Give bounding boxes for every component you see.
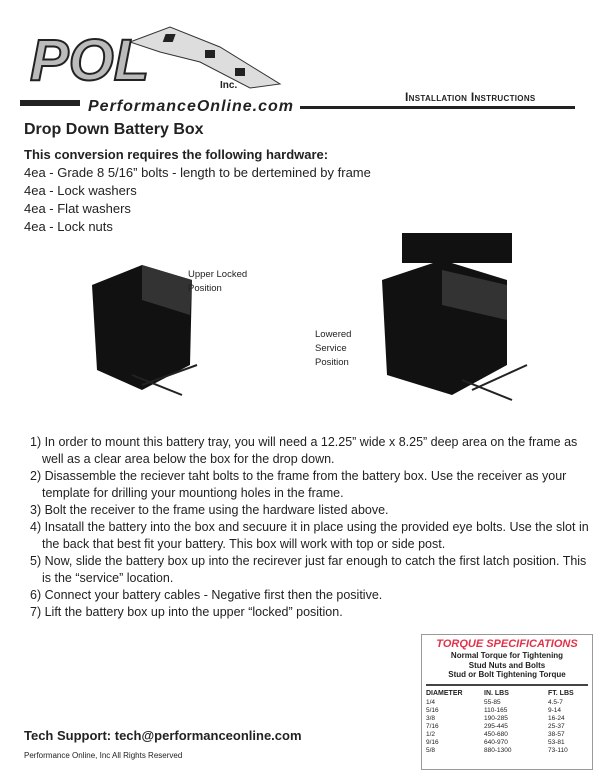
torque-subtitle: Stud or Bolt Tightening Torque xyxy=(448,670,566,679)
lowered-position-label: Lowered Service Position xyxy=(315,329,352,368)
torque-subtitle: Stud Nuts and Bolts xyxy=(468,660,546,670)
table-cell: 55-85 xyxy=(484,698,501,706)
step: 6) Connect your battery cables - Negative first then the positive. xyxy=(30,588,383,602)
table-cell: 3/8 xyxy=(426,714,436,722)
table-row xyxy=(426,715,590,723)
page-title: Drop Down Battery Box xyxy=(24,121,204,138)
table-cell: 110-165 xyxy=(484,706,508,714)
step: 2) Disassemble the reciever taht bolts to the frame from the battery box. Use the receiver as your template for drilling your mountiong holes in the frame. xyxy=(30,469,567,500)
section-label: Installation Instructions xyxy=(405,90,536,104)
column-header: FT. LBS xyxy=(548,689,574,697)
table-cell: 295-445 xyxy=(484,722,508,730)
table-row xyxy=(426,739,590,747)
table-cell: 190-285 xyxy=(484,714,508,722)
torque-spec-table xyxy=(421,634,593,770)
instruction-steps xyxy=(30,434,590,621)
table-cell: 73-110 xyxy=(548,746,568,754)
table-cell: 640-970 xyxy=(484,738,508,746)
table-cell: 880-1300 xyxy=(484,746,512,754)
table-cell: 1/4 xyxy=(426,698,436,706)
table-row xyxy=(426,707,590,715)
table-cell: 4.5-7 xyxy=(548,698,563,706)
svg-text:POL: POL xyxy=(30,28,150,93)
step: 7) Lift the battery box up into the upper “locked” position. xyxy=(30,605,343,619)
table-row xyxy=(426,723,590,731)
hardware-item: 4ea - Grade 8 5/16” bolts - length to be dertemined by frame xyxy=(24,165,371,180)
table-cell: 25-37 xyxy=(548,722,565,730)
table-cell: 1/2 xyxy=(426,730,436,738)
table-row xyxy=(426,699,590,707)
table-cell: 5/8 xyxy=(426,746,436,754)
table-cell: 450-680 xyxy=(484,730,508,738)
hardware-item: 4ea - Lock washers xyxy=(24,183,137,198)
step: 4) Insatall the battery into the box and secuure it in place using the provided eye bolts. Use the slot in the back that best fit your battery. This box will work with top or side post. xyxy=(30,520,589,551)
table-row xyxy=(426,731,590,739)
table-cell: 9/16 xyxy=(426,738,439,746)
table-cell: 53-81 xyxy=(548,738,565,746)
table-cell: 16-24 xyxy=(548,714,565,722)
battery-box-lowered-image xyxy=(372,225,532,405)
divider xyxy=(426,684,588,686)
upper-position-label: Upper Locked Position xyxy=(188,269,248,294)
step: 1) In order to mount this battery tray, you will need a 12.25” wide x 8.25” deep area on the frame as well as a clear area below the box for the drop down. xyxy=(30,435,578,466)
column-header: DIAMETER xyxy=(426,689,463,697)
svg-text:PerformanceOnline.com: PerformanceOnline.com xyxy=(88,98,293,114)
table-cell: 38-57 xyxy=(548,730,565,738)
table-cell: 9-14 xyxy=(548,706,562,714)
torque-grid xyxy=(426,689,590,755)
column-header: IN. LBS xyxy=(484,689,509,697)
header-rule xyxy=(300,106,575,109)
table-cell: 5/16 xyxy=(426,706,439,714)
hardware-item: 4ea - Lock nuts xyxy=(24,219,113,234)
copyright: Performance Online, Inc All Rights Reserved xyxy=(24,751,183,760)
torque-subtitle: Normal Torque for Tightening xyxy=(450,651,564,660)
hardware-item: 4ea - Flat washers xyxy=(24,201,131,216)
svg-text:Inc.: Inc. xyxy=(220,80,238,91)
step: 3) Bolt the receiver to the frame using the hardware listed above. xyxy=(30,503,389,517)
tech-support: Tech Support: tech@performanceonline.com xyxy=(24,728,302,743)
table-cell: 7/16 xyxy=(426,722,439,730)
step: 5) Now, slide the battery box up into the recirever just far enough to catch the first latch position. This is the “service” location. xyxy=(30,554,587,585)
pol-logo xyxy=(20,22,300,114)
torque-title: TORQUE SPECIFICATIONS xyxy=(436,638,578,650)
table-row xyxy=(426,747,590,755)
hardware-heading: This conversion requires the following hardware: xyxy=(24,147,329,162)
